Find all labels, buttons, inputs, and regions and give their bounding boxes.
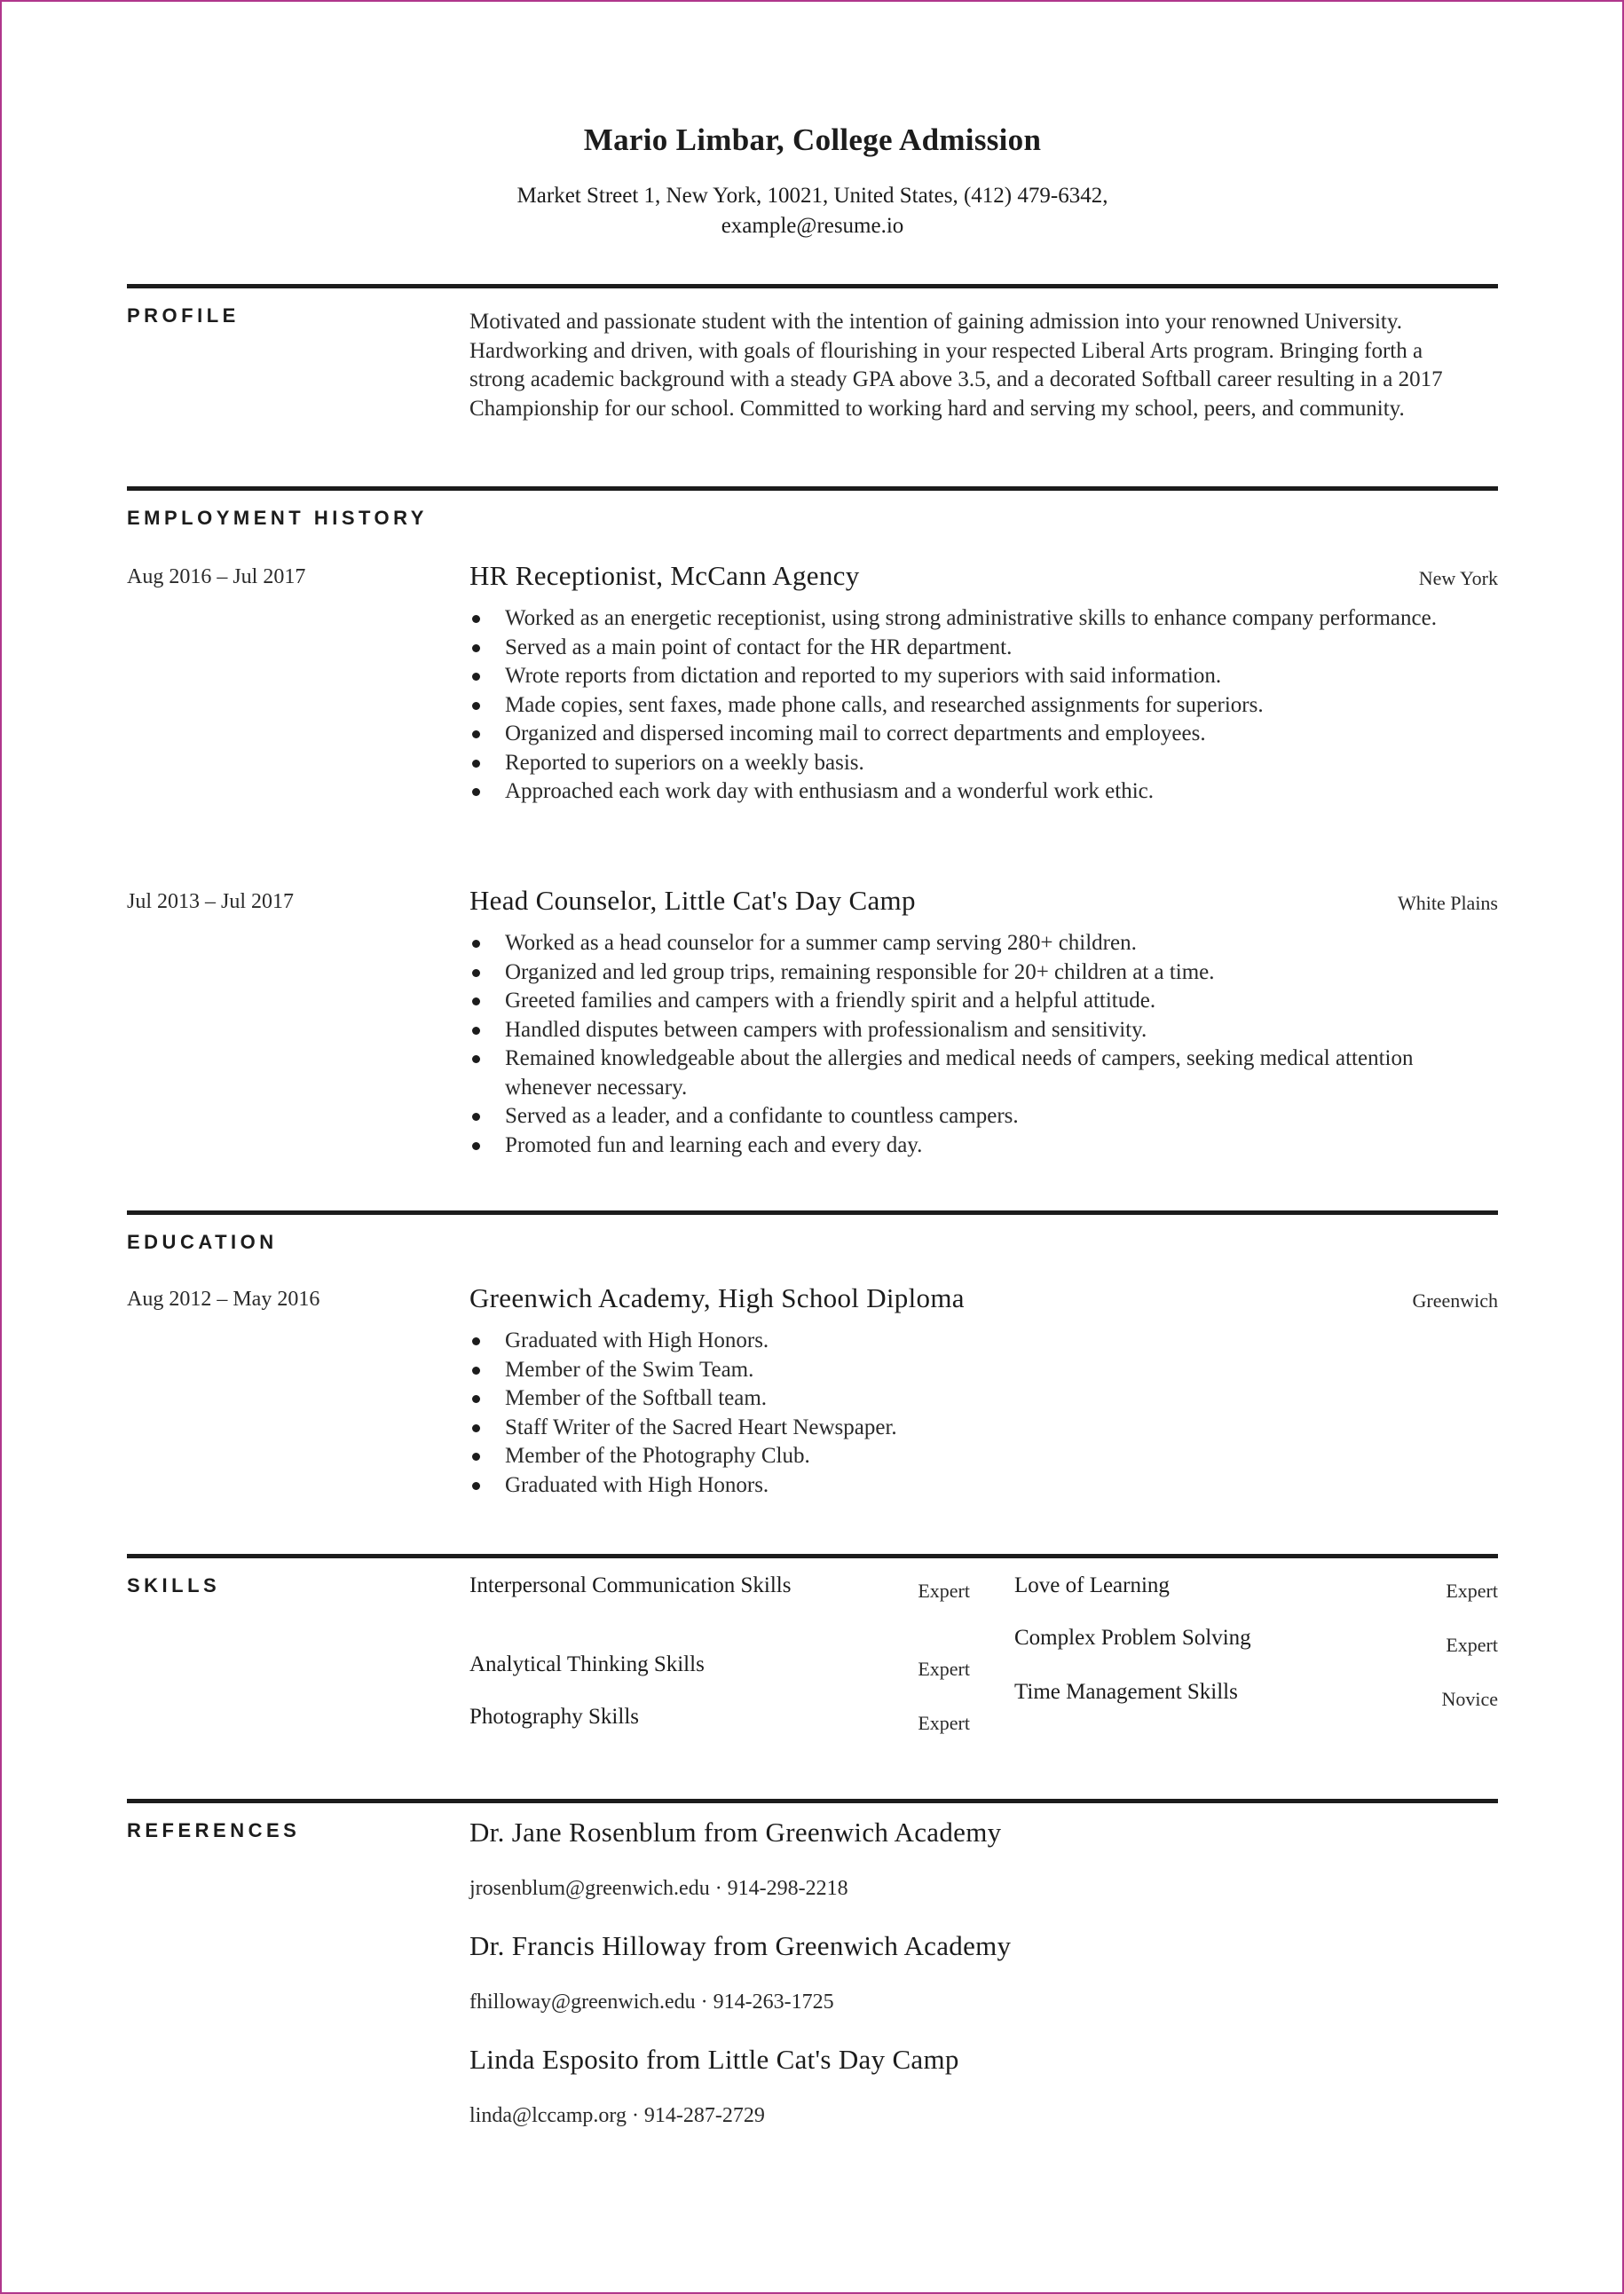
job-dates: Jul 2013 – Jul 2017 — [127, 890, 295, 913]
skill-name: Love of Learning — [1014, 1573, 1170, 1597]
reference-name: Linda Esposito from Little Cat's Day Camp — [469, 2044, 959, 2075]
skill-level: Expert — [918, 1658, 970, 1680]
section-title-employment: EMPLOYMENT HISTORY — [127, 507, 428, 529]
job-bullet: Organized and led group trips, remaining responsible for 20+ children at a time. — [505, 958, 1499, 988]
reference-contact[interactable]: fhilloway@greenwich.edu · 914-263-1725 — [469, 1990, 834, 2014]
job-bullets — [469, 604, 1499, 807]
profile-body — [469, 308, 1498, 423]
job-bullet: Promoted fun and learning each and every day. — [505, 1131, 1499, 1161]
skill-name: Complex Problem Solving — [1014, 1626, 1251, 1650]
job-bullet: Served as a main point of contact for the HR department. — [505, 634, 1499, 663]
job-bullet: Reported to superiors on a weekly basis. — [505, 749, 1499, 778]
section-title-skills: SKILLS — [127, 1574, 221, 1596]
employment-section — [127, 486, 1498, 1201]
skills-section — [127, 1554, 1498, 1798]
job-dates: Aug 2016 – Jul 2017 — [127, 565, 306, 588]
skill-level: Expert — [918, 1712, 970, 1734]
education-bullet: Member of the Photography Club. — [505, 1442, 1499, 1471]
reference-name: Dr. Jane Rosenblum from Greenwich Academy — [469, 1817, 1002, 1848]
job-bullet: Made copies, sent faxes, made phone calls, and researched assignments for superiors. — [505, 691, 1499, 721]
job-bullet: Worked as a head counselor for a summer camp serving 280+ children. — [505, 929, 1499, 958]
education-dates: Aug 2012 – May 2016 — [127, 1288, 320, 1311]
profile-section — [127, 284, 1498, 484]
education-bullet: Member of the Softball team. — [505, 1384, 1499, 1414]
education-bullet: Member of the Swim Team. — [505, 1356, 1499, 1385]
skill-level: Expert — [1446, 1634, 1498, 1656]
job-bullet: Greeted families and campers with a friendly spirit and a helpful attitude. — [505, 987, 1499, 1016]
section-title-education: EDUCATION — [127, 1231, 278, 1253]
resume-header — [127, 122, 1498, 241]
skill-level: Expert — [1446, 1580, 1498, 1602]
job-title: HR Receptionist, McCann Agency — [469, 560, 860, 591]
education-bullet: Graduated with High Honors. — [505, 1471, 1499, 1501]
job-title: Head Counselor, Little Cat's Day Camp — [469, 885, 916, 916]
reference-contact[interactable]: linda@lccamp.org · 914-287-2729 — [469, 2104, 765, 2127]
education-section — [127, 1210, 1498, 1552]
job-bullet: Organized and dispersed incoming mail to correct departments and employees. — [505, 720, 1499, 749]
references-section — [127, 1799, 1498, 2158]
education-degree: Greenwich Academy, High School Diploma — [469, 1282, 965, 1313]
education-bullet: Staff Writer of the Sacred Heart Newspaper. — [505, 1414, 1499, 1443]
job-bullet: Served as a leader, and a confidante to countless campers. — [505, 1102, 1499, 1131]
education-bullets — [469, 1327, 1499, 1500]
contact-email[interactable]: example@resume.io — [721, 214, 904, 238]
contact-address-line: Market Street 1, New York, 10021, United States, (412) 479-6342, — [516, 184, 1108, 208]
education-location: Greenwich — [1412, 1289, 1498, 1312]
candidate-name: Mario Limbar, College Admission — [583, 122, 1042, 157]
section-title-references: REFERENCES — [127, 1819, 301, 1841]
section-title-profile: PROFILE — [127, 304, 240, 327]
job-bullet: Worked as an energetic receptionist, using strong administrative skills to enhance company performance. — [505, 604, 1499, 634]
job-bullet: Wrote reports from dictation and reported to my superiors with said information. — [505, 662, 1499, 691]
job-bullets — [469, 929, 1499, 1160]
profile-text: Motivated and passionate student with the intention of gaining admission into your renowned University. Hardworking and driven, with goals of flourishing in your respected Liberal Arts program. Bringing forth a strong academic background with a steady GPA above 3.5, and a decorated Softball career resulting in a 2017 Championship for our school. Committed to working hard and serving my school, peers, and community. — [469, 310, 1443, 421]
resume-page — [127, 0, 1498, 2294]
reference-contact[interactable]: jrosenblum@greenwich.edu · 914-298-2218 — [469, 1877, 848, 1900]
job-bullet: Handled disputes between campers with professionalism and sensitivity. — [505, 1016, 1499, 1045]
skill-level: Expert — [918, 1580, 970, 1602]
skill-name: Photography Skills — [469, 1705, 639, 1729]
reference-name: Dr. Francis Hilloway from Greenwich Academy — [469, 1930, 1012, 1961]
education-bullet: Graduated with High Honors. — [505, 1327, 1499, 1356]
skill-name: Interpersonal Communication Skills — [469, 1573, 792, 1597]
skill-name: Analytical Thinking Skills — [469, 1652, 705, 1676]
job-location: White Plains — [1397, 892, 1498, 914]
job-location: New York — [1418, 567, 1498, 589]
skill-name: Time Management Skills — [1014, 1680, 1238, 1704]
job-bullet: Approached each work day with enthusiasm and a wonderful work ethic. — [505, 777, 1499, 807]
job-bullet: Remained knowledgeable about the allergies and medical needs of campers, seeking medical attention whenever necessary. — [505, 1045, 1499, 1102]
skill-level: Novice — [1441, 1688, 1498, 1710]
contact-info — [127, 181, 1498, 241]
